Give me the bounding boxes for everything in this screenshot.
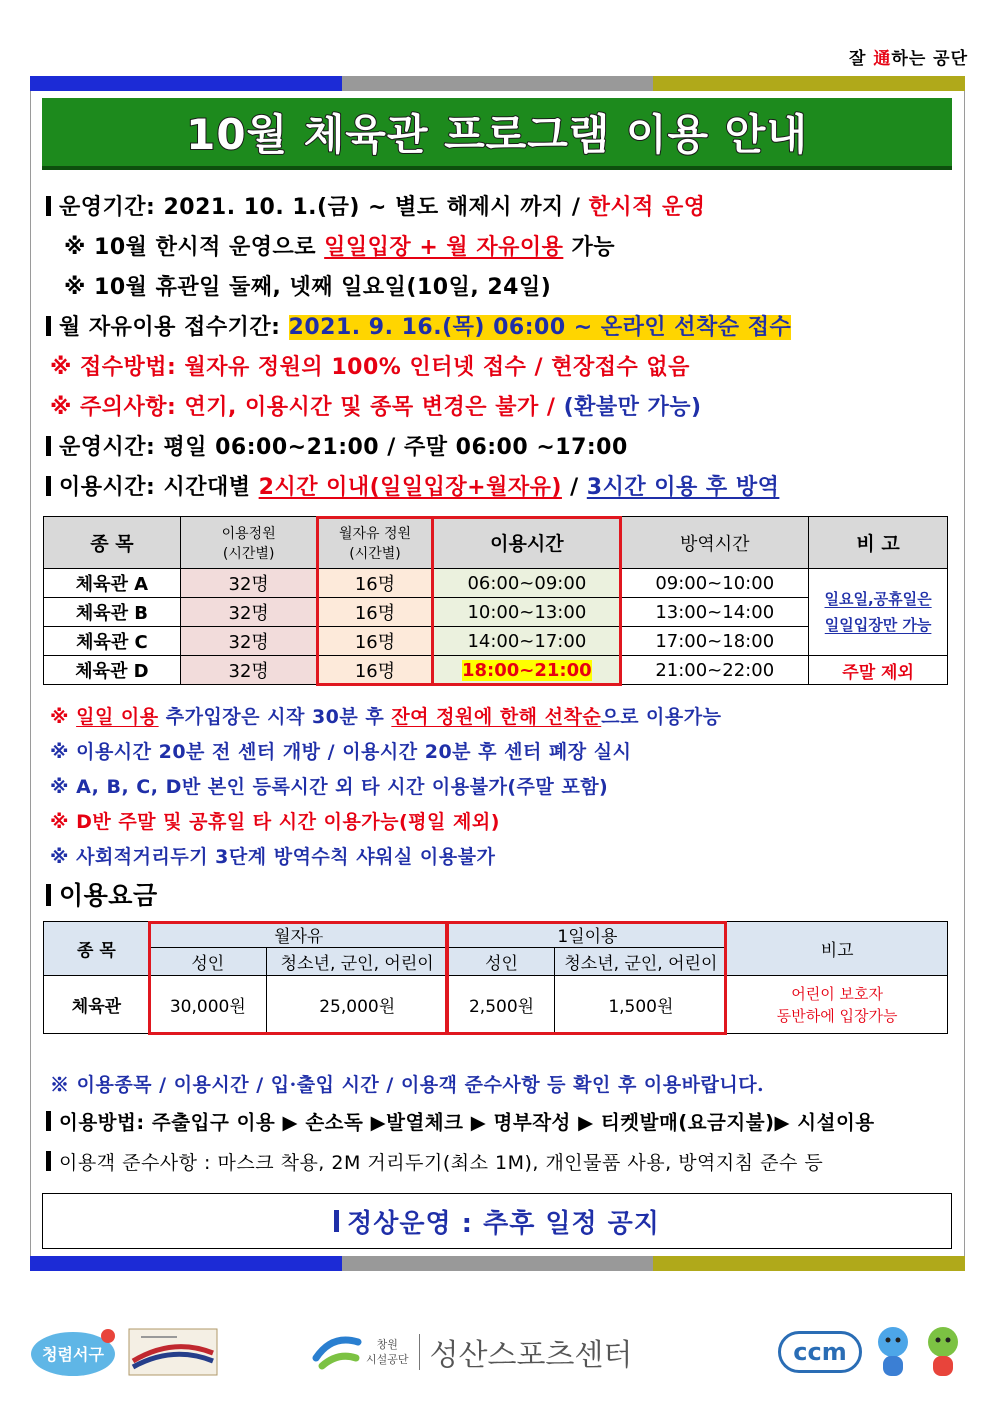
logo-left [28, 1322, 219, 1382]
note-d: 주말 제외 [809, 656, 948, 685]
col-capacity: 이용정원 (시간별) [180, 517, 317, 569]
line-registration: 월 자유이용 접수기간: 2021. 9. 16.(목) 06:00 ~ 온라인 선착순 접수 [46, 310, 791, 341]
integrity-logo-icon [28, 1324, 123, 1380]
line-caution: ※ 주의사항: 연기, 이용시간 및 종목 변경은 불가 / (환불만 가능) [50, 395, 702, 420]
table-row: 체육관 B 32명 16명 10:00~13:00 13:00~14:00 [44, 598, 948, 627]
line-method-flow: 이용방법: 주출입구 이용 ▶ 손소독 ▶발열체크 ▶ 명부작성 ▶ 티켓발매(요금지불)▶ 시설이용 [46, 1107, 875, 1135]
col-time: 이용시간 [433, 517, 621, 569]
table-row: 체육관 30,000원 25,000원 2,500원 1,500원 어린이 보호자 동반하에 입장가능 [44, 976, 948, 1034]
ccm-icon: ccm [778, 1331, 862, 1373]
table-row: 체육관 D 32명 16명 18:00~21:00 21:00~22:00 주말 제외 [44, 656, 948, 685]
note-4: ※ D반 주말 및 공휴일 타 시간 이용가능(평일 제외) [50, 811, 500, 833]
note-abc: 일요일,공휴일은 일일입장만 가능 [809, 569, 948, 656]
fee-note: 어린이 보호자 동반하에 입장가능 [727, 976, 948, 1034]
top-stripe [30, 76, 965, 91]
line-closed-days: ※ 10월 휴관일 둘째, 넷째 일요일(10일, 24일) [64, 275, 552, 300]
logo-center: 창원 시설공단 성산스포츠센터 [312, 1322, 632, 1382]
page-title: 10월 체육관 프로그램 이용 안내 [186, 110, 808, 159]
line-hours: 운영시간: 평일 06:00~21:00 / 주말 06:00 ~17:00 [46, 430, 628, 461]
col-note: 비 고 [809, 517, 948, 569]
footer-notice: 정상운영 : 추후 일정 공지 [42, 1193, 952, 1249]
mascot-blue-icon [870, 1324, 916, 1380]
schedule-table [43, 516, 948, 685]
org-name: 성산스포츠센터 [429, 1338, 633, 1373]
note-1: ※ 일일 이용 추가입장은 시작 30분 후 잔여 정원에 한해 선착순으로 이용가능 [50, 706, 722, 728]
fee-col-monthly: 월자유 [149, 922, 448, 948]
note-5: ※ 사회적거리두기 3단계 방역수칙 샤워실 이용불가 [50, 846, 496, 868]
certificate-icon [127, 1327, 219, 1377]
org-logo-icon [312, 1332, 362, 1372]
svg-text:청렴서구: 청렴서구 [42, 1345, 104, 1364]
bottom-stripe [30, 1256, 965, 1271]
note-3: ※ A, B, C, D반 본인 등록시간 외 타 시간 이용불가(주말 포함) [50, 776, 609, 798]
fee-col-item: 종 목 [44, 922, 150, 976]
line-rules: 이용객 준수사항 : 마스크 착용, 2M 거리두기(최소 1M), 개인물품 사용, 방역지침 준수 등 [46, 1148, 823, 1175]
title-banner [42, 98, 952, 170]
fees-heading: 이용요금 [46, 876, 158, 912]
col-item: 종 목 [44, 517, 181, 569]
fees-table: 종 목 월자유 1일이용 비고 성인 청소년, 군인, 어린이 성인 청소년, 군인, 어린이 체육관 30,000원 25,000원 2,500원 1,500원 어린이 보호자 동반하에 입장가능 [43, 921, 948, 1034]
fee-col-note: 비고 [727, 922, 948, 976]
line-temp-operation: ※ 10월 한시적 운영으로 일일입장 + 월 자유이용 가능 [64, 235, 616, 260]
mascot-green-icon [920, 1324, 966, 1380]
line-method: ※ 접수방법: 월자유 정원의 100% 인터넷 접수 / 현장접수 없음 [50, 355, 690, 380]
table-row: 체육관 A 32명 16명 06:00~09:00 09:00~10:00 일요일,공휴일은 일일입장만 가능 [44, 569, 948, 598]
logo-right [778, 1322, 966, 1382]
line-usage: 이용시간: 시간대별 2시간 이내(일일입장+월자유) / 3시간 이용 후 방역 [46, 470, 779, 501]
line-period: 운영기간: 2021. 10. 1.(금) ~ 별도 해제시 까지 / 한시적 운영 [46, 190, 705, 221]
col-quarantine: 방역시간 [621, 517, 809, 569]
col-monthly: 월자유 정원 (시간별) [317, 517, 433, 569]
note-2: ※ 이용시간 20분 전 센터 개방 / 이용시간 20분 후 센터 폐장 실시 [50, 741, 632, 763]
slogan: 잘 通하는 공단 [849, 49, 968, 69]
table-row: 체육관 C 32명 16명 14:00~17:00 17:00~18:00 [44, 627, 948, 656]
bottom-notice: ※ 이용종목 / 이용시간 / 입·출입 시간 / 이용객 준수사항 등 확인 후 이용바랍니다. [50, 1074, 765, 1096]
fee-col-daily: 1일이용 [448, 922, 727, 948]
